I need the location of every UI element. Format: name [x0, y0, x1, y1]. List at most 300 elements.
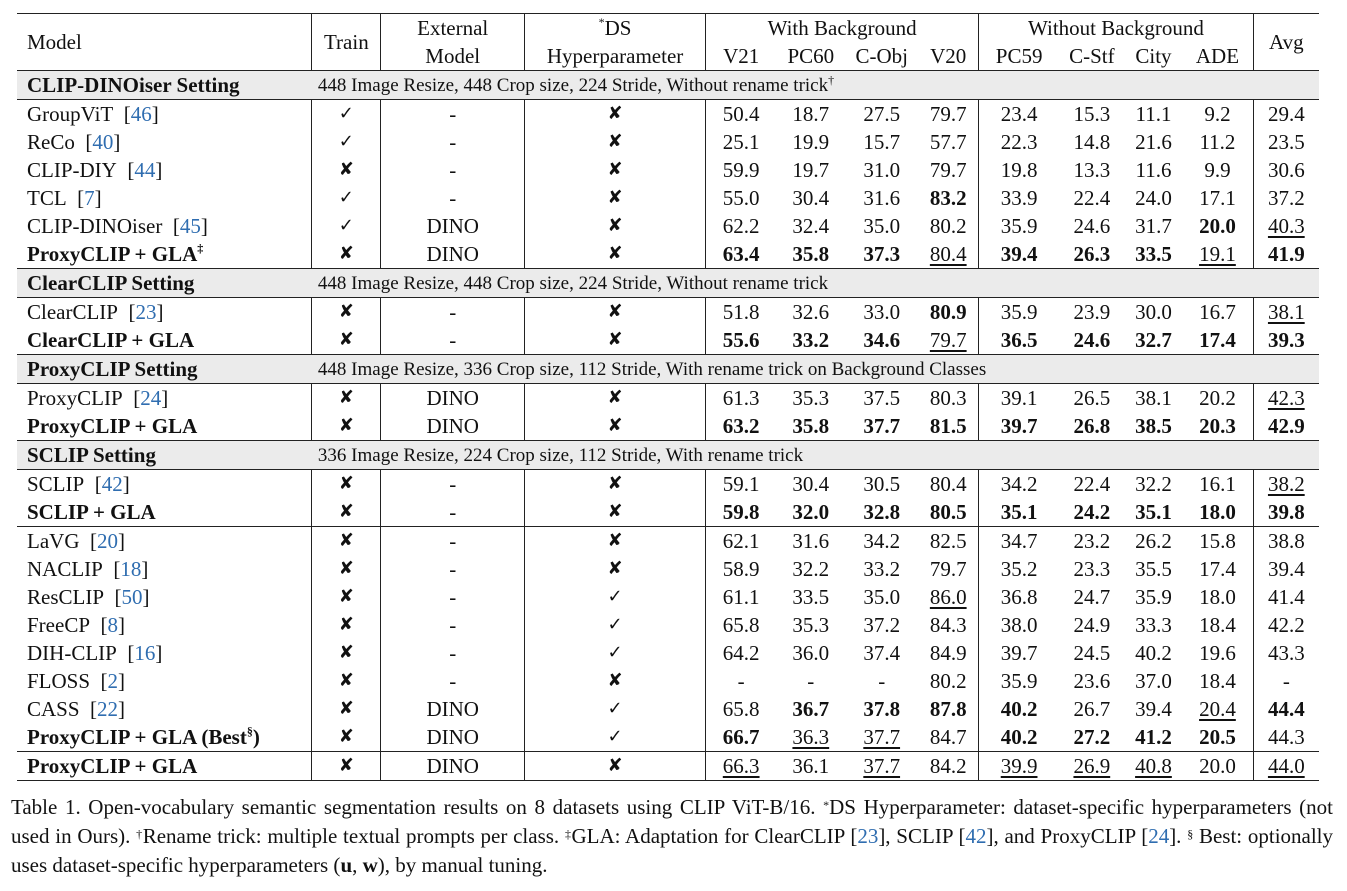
score-value — [979, 384, 1059, 413]
score-text: 24.6 — [1073, 213, 1111, 238]
model-name — [17, 298, 312, 327]
table-row — [17, 326, 1319, 355]
ref-bracket: [ — [74, 129, 93, 154]
cross-icon: ✘ — [525, 412, 706, 441]
score-value — [1125, 752, 1183, 781]
score-value — [918, 156, 979, 184]
score-text: 41.4 — [1267, 584, 1305, 609]
ref-bracket: [ — [122, 385, 141, 410]
score-text: 38.0 — [1000, 612, 1038, 637]
score-text: 17.4 — [1199, 327, 1236, 352]
score-value — [845, 100, 918, 129]
score-value — [1125, 695, 1183, 723]
model-label: SCLIP — [27, 471, 85, 496]
score-value — [705, 412, 776, 441]
score-text: 62.2 — [722, 213, 760, 238]
score-text: 32.4 — [792, 213, 830, 238]
score-value — [705, 184, 776, 212]
score-text: 16.1 — [1199, 471, 1236, 496]
external-model: - — [381, 156, 525, 184]
score-text: 35.1 — [1000, 499, 1038, 524]
score-value — [1182, 156, 1253, 184]
score-text: 82.5 — [929, 528, 967, 553]
score-value — [1125, 326, 1183, 355]
cross-icon: ✘ — [312, 752, 381, 781]
citation-link[interactable]: 8 — [107, 612, 118, 637]
score-value — [918, 240, 979, 269]
score-value — [776, 611, 845, 639]
score-value — [705, 100, 776, 129]
score-text: 26.7 — [1073, 696, 1111, 721]
avg-value — [1253, 100, 1319, 129]
score-text: 18.4 — [1199, 612, 1236, 637]
table-row — [17, 184, 1319, 212]
score-value — [845, 326, 918, 355]
score-value — [776, 184, 845, 212]
cross-icon: ✘ — [525, 498, 706, 527]
score-text: 29.4 — [1267, 101, 1305, 126]
caption-sup-2: † — [136, 827, 143, 841]
citation-link[interactable]: 16 — [134, 640, 156, 665]
score-text: 51.8 — [722, 299, 760, 324]
cross-icon: ✘ — [525, 156, 706, 184]
table-row — [17, 695, 1319, 723]
score-text: 39.3 — [1267, 327, 1305, 352]
score-text: 40.3 — [1267, 213, 1305, 238]
score-value — [1182, 695, 1253, 723]
ref-bracket: ] — [155, 157, 163, 182]
citation-link[interactable]: 42 — [101, 471, 123, 496]
model-sup: ‡ — [197, 240, 204, 255]
score-text: 39.8 — [1267, 499, 1305, 524]
score-text: 24.9 — [1073, 612, 1111, 637]
score-text: 37.2 — [863, 612, 901, 637]
results-table — [17, 13, 1319, 781]
score-text: 32.6 — [792, 299, 830, 324]
score-value — [705, 752, 776, 781]
score-text: 26.8 — [1073, 413, 1111, 438]
score-text: 83.2 — [929, 185, 967, 210]
cross-icon: ✘ — [312, 470, 381, 499]
avg-value — [1253, 583, 1319, 611]
score-value — [776, 667, 845, 695]
header-ds-sup: * — [598, 14, 605, 29]
score-value — [776, 384, 845, 413]
score-value — [705, 240, 776, 269]
score-value — [1125, 527, 1183, 556]
citation-link[interactable]: 46 — [130, 101, 152, 126]
citation-link[interactable]: 20 — [96, 528, 118, 553]
score-text: 35.8 — [792, 241, 830, 266]
cross-icon: ✘ — [525, 184, 706, 212]
model-label: CLIP-DINOiser — [27, 213, 163, 238]
external-model: - — [381, 639, 525, 667]
score-value — [1125, 240, 1183, 269]
score-value — [979, 298, 1059, 327]
external-model: - — [381, 184, 525, 212]
citation-link[interactable]: 24 — [1148, 824, 1170, 848]
cross-icon: ✘ — [525, 128, 706, 156]
score-value — [1059, 184, 1125, 212]
section-description-text: 336 Image Resize, 224 Crop size, 112 Stride, With rename trick — [317, 444, 804, 466]
score-value — [705, 298, 776, 327]
score-text: 17.1 — [1199, 185, 1236, 210]
score-text: 35.9 — [1000, 668, 1038, 693]
score-value — [845, 470, 918, 499]
score-text: 66.3 — [722, 753, 760, 778]
model-name — [17, 695, 312, 723]
model-name — [17, 583, 312, 611]
caption-text-1: Table 1. Open-vocabulary semantic segmentation results on 8 datasets using CLIP ViT-B/16. — [11, 795, 824, 819]
score-value — [776, 639, 845, 667]
score-value — [845, 212, 918, 240]
cross-icon: ✘ — [312, 723, 381, 752]
score-text: 64.2 — [722, 640, 760, 665]
model-label: FLOSS — [27, 668, 91, 693]
score-value — [845, 527, 918, 556]
model-label: LaVG — [27, 528, 80, 553]
citation-link[interactable]: 23 — [135, 299, 157, 324]
score-text: 38.5 — [1135, 413, 1172, 438]
header-ds-line2: Hyperparameter — [525, 42, 706, 71]
score-value — [979, 184, 1059, 212]
avg-value — [1253, 498, 1319, 527]
score-text: 22.4 — [1073, 471, 1111, 496]
score-value — [1059, 555, 1125, 583]
score-text: 42.9 — [1267, 413, 1305, 438]
score-value — [918, 470, 979, 499]
external-model: DINO — [381, 695, 525, 723]
avg-value — [1253, 639, 1319, 667]
score-value — [918, 326, 979, 355]
score-text: 43.3 — [1267, 640, 1305, 665]
header-ds-label: DS — [604, 15, 632, 40]
score-text: 44.0 — [1267, 753, 1305, 778]
ref-bracket: [ — [102, 556, 121, 581]
cross-icon: ✘ — [525, 212, 706, 240]
score-text: 23.9 — [1073, 299, 1111, 324]
header-dataset: V20 — [930, 43, 967, 68]
score-value — [979, 667, 1059, 695]
check-icon: ✓ — [312, 128, 381, 156]
cross-icon: ✘ — [525, 384, 706, 413]
score-value — [845, 639, 918, 667]
citation-link[interactable]: 42 — [965, 824, 987, 848]
external-model: DINO — [381, 384, 525, 413]
caption-bold-w: w — [362, 853, 378, 877]
table-row — [17, 667, 1319, 695]
score-text: 11.2 — [1199, 129, 1236, 154]
table-row — [17, 100, 1319, 129]
score-text: 40.2 — [1135, 640, 1172, 665]
score-text: 20.2 — [1199, 385, 1236, 410]
score-value — [1125, 128, 1183, 156]
ref-bracket: [ — [162, 213, 180, 238]
header-dataset: PC59 — [979, 42, 1059, 71]
score-text: 33.9 — [1000, 185, 1038, 210]
citation-link[interactable]: 50 — [121, 584, 143, 609]
score-value — [979, 470, 1059, 499]
cross-icon: ✘ — [525, 240, 706, 269]
model-label: ClearCLIP + GLA — [27, 327, 195, 352]
avg-value — [1253, 212, 1319, 240]
score-value — [845, 611, 918, 639]
score-text: 63.4 — [722, 241, 760, 266]
score-text: 23.3 — [1073, 556, 1111, 581]
section-header-row — [17, 71, 1319, 100]
score-text: 35.3 — [792, 385, 830, 410]
ref-bracket: [ — [66, 185, 85, 210]
ref-bracket: ] — [155, 640, 163, 665]
avg-value — [1253, 184, 1319, 212]
check-icon: ✓ — [525, 611, 706, 639]
table-row — [17, 752, 1319, 781]
score-value — [979, 555, 1059, 583]
score-text: 41.9 — [1267, 241, 1305, 266]
ref-bracket: ] — [122, 471, 130, 496]
avg-value — [1253, 555, 1319, 583]
avg-value — [1253, 611, 1319, 639]
score-value — [1182, 470, 1253, 499]
section-sup: † — [828, 72, 835, 87]
avg-value — [1253, 695, 1319, 723]
model-label: GroupViT — [27, 101, 114, 126]
score-value — [918, 184, 979, 212]
header-dataset: C-Stf — [1069, 43, 1115, 68]
section-name: SCLIP Setting — [17, 441, 312, 470]
score-text: 38.1 — [1135, 385, 1172, 410]
score-value — [776, 100, 845, 129]
model-name — [17, 752, 312, 781]
score-text: 21.6 — [1135, 129, 1172, 154]
score-value — [1182, 752, 1253, 781]
cross-icon: ✘ — [312, 695, 381, 723]
score-text: 84.3 — [929, 612, 967, 637]
score-value — [979, 639, 1059, 667]
score-text: 62.1 — [722, 528, 760, 553]
score-text: 57.7 — [929, 129, 967, 154]
score-value — [845, 555, 918, 583]
score-text: 79.7 — [929, 157, 967, 182]
model-label: SCLIP + GLA — [27, 499, 156, 524]
score-value — [1125, 156, 1183, 184]
model-tail: ) — [252, 724, 260, 749]
score-text: 26.2 — [1135, 528, 1172, 553]
score-value — [845, 498, 918, 527]
cross-icon: ✘ — [312, 583, 381, 611]
cross-icon: ✘ — [312, 639, 381, 667]
external-model: - — [381, 527, 525, 556]
score-text: 24.5 — [1073, 640, 1111, 665]
check-icon: ✓ — [312, 100, 381, 129]
section-header-row — [17, 441, 1319, 470]
score-value — [705, 384, 776, 413]
score-text: 32.2 — [1135, 471, 1172, 496]
external-model: - — [381, 298, 525, 327]
ref-bracket: ] — [151, 101, 159, 126]
score-text: 40.8 — [1135, 753, 1172, 778]
score-value — [1125, 184, 1183, 212]
section-description-text: 448 Image Resize, 336 Crop size, 112 Stride, With rename trick on Background Classes — [317, 358, 987, 380]
score-text: 30.4 — [792, 185, 830, 210]
score-text: 23.2 — [1073, 528, 1111, 553]
score-value — [705, 723, 776, 752]
avg-value — [1253, 752, 1319, 781]
ref-bracket: ] — [118, 612, 125, 637]
score-text: 79.7 — [929, 327, 967, 352]
score-text: 42.3 — [1267, 385, 1305, 410]
score-text: 80.2 — [929, 213, 967, 238]
score-value — [845, 752, 918, 781]
score-text: - — [1282, 668, 1290, 693]
score-value — [918, 695, 979, 723]
citation-link[interactable]: 22 — [97, 696, 119, 721]
score-text: 37.7 — [863, 413, 901, 438]
score-text: 18.0 — [1199, 584, 1236, 609]
score-value — [705, 527, 776, 556]
score-text: 20.4 — [1199, 696, 1236, 721]
table-header — [17, 14, 1319, 71]
model-label: FreeCP — [27, 612, 90, 637]
score-text: 63.2 — [722, 413, 760, 438]
model-name — [17, 527, 312, 556]
model-name — [17, 412, 312, 441]
model-name — [17, 326, 312, 355]
score-value — [1182, 527, 1253, 556]
score-value — [705, 470, 776, 499]
score-value — [1125, 583, 1183, 611]
model-label: ResCLIP — [27, 584, 105, 609]
score-value — [979, 723, 1059, 752]
score-text: 23.5 — [1267, 129, 1305, 154]
ref-bracket: [ — [116, 157, 135, 182]
score-text: 24.0 — [1135, 185, 1172, 210]
ref-bracket: [ — [90, 668, 108, 693]
score-text: 33.0 — [863, 299, 901, 324]
model-name — [17, 212, 312, 240]
citation-link[interactable]: 18 — [120, 556, 142, 581]
ref-bracket: ] — [142, 584, 150, 609]
score-value — [918, 412, 979, 441]
score-text: 59.9 — [722, 157, 760, 182]
score-value — [1182, 639, 1253, 667]
caption-text-9: , — [352, 853, 363, 877]
cross-icon: ✘ — [312, 326, 381, 355]
score-value — [918, 212, 979, 240]
table-row — [17, 723, 1319, 752]
citation-link[interactable]: 7 — [84, 185, 95, 210]
score-value — [918, 611, 979, 639]
score-text: 20.0 — [1199, 213, 1236, 238]
score-value — [1182, 240, 1253, 269]
citation-link[interactable]: 24 — [140, 385, 162, 410]
score-text: 27.2 — [1073, 724, 1111, 749]
score-text: 31.7 — [1135, 213, 1172, 238]
score-text: 18.4 — [1199, 668, 1236, 693]
score-value — [776, 498, 845, 527]
score-text: 24.2 — [1073, 499, 1111, 524]
score-text: 33.2 — [863, 556, 901, 581]
score-text: 87.8 — [929, 696, 967, 721]
citation-link[interactable]: 40 — [92, 129, 114, 154]
score-text: 40.2 — [1000, 724, 1038, 749]
cross-icon: ✘ — [312, 527, 381, 556]
score-value — [918, 723, 979, 752]
score-value — [845, 384, 918, 413]
score-value — [1182, 667, 1253, 695]
score-value — [979, 128, 1059, 156]
score-text: 20.5 — [1199, 724, 1236, 749]
citation-link[interactable]: 44 — [134, 157, 156, 182]
score-text: 15.8 — [1199, 528, 1236, 553]
score-text: 55.0 — [722, 185, 760, 210]
citation-link[interactable]: 2 — [107, 668, 119, 693]
score-value — [705, 498, 776, 527]
score-value — [979, 156, 1059, 184]
ref-bracket: [ — [90, 612, 108, 637]
model-label: ProxyCLIP + GLA (Best — [27, 724, 247, 749]
score-text: 39.1 — [1000, 385, 1038, 410]
score-text: - — [878, 668, 886, 693]
avg-value — [1253, 723, 1319, 752]
score-text: 36.3 — [792, 724, 830, 749]
cross-icon: ✘ — [312, 384, 381, 413]
score-value — [1059, 639, 1125, 667]
table-row — [17, 498, 1319, 527]
score-value — [1182, 184, 1253, 212]
citation-link[interactable]: 23 — [857, 824, 879, 848]
external-model: - — [381, 128, 525, 156]
table-row — [17, 639, 1319, 667]
score-value — [979, 527, 1059, 556]
score-text: 32.7 — [1135, 327, 1172, 352]
score-text: 33.3 — [1135, 612, 1172, 637]
header-ds-line1 — [525, 14, 706, 43]
citation-link[interactable]: 45 — [179, 213, 201, 238]
header-dataset: City — [1135, 43, 1172, 68]
score-text: 40.2 — [1000, 696, 1038, 721]
avg-value — [1253, 128, 1319, 156]
score-value — [776, 298, 845, 327]
ref-bracket: [ — [113, 101, 131, 126]
score-text: 36.7 — [792, 696, 830, 721]
score-text: 39.4 — [1135, 696, 1172, 721]
model-name — [17, 667, 312, 695]
avg-value — [1253, 240, 1319, 269]
score-value — [1182, 723, 1253, 752]
cross-icon: ✘ — [525, 667, 706, 695]
table-row — [17, 555, 1319, 583]
score-text: 59.8 — [722, 499, 760, 524]
score-value — [979, 100, 1059, 129]
cross-icon: ✘ — [525, 555, 706, 583]
model-name — [17, 555, 312, 583]
score-text: 41.2 — [1135, 724, 1172, 749]
score-value — [918, 583, 979, 611]
score-value — [1059, 326, 1125, 355]
ref-bracket: [ — [104, 584, 122, 609]
score-text: 9.2 — [1204, 101, 1231, 126]
ref-bracket: ] — [161, 385, 169, 410]
score-text: 35.5 — [1135, 556, 1172, 581]
score-text: 33.5 — [792, 584, 830, 609]
score-text: 30.0 — [1135, 299, 1172, 324]
score-value — [1182, 384, 1253, 413]
score-value — [845, 128, 918, 156]
score-value — [705, 156, 776, 184]
score-value — [1059, 384, 1125, 413]
score-text: 35.2 — [1000, 556, 1038, 581]
